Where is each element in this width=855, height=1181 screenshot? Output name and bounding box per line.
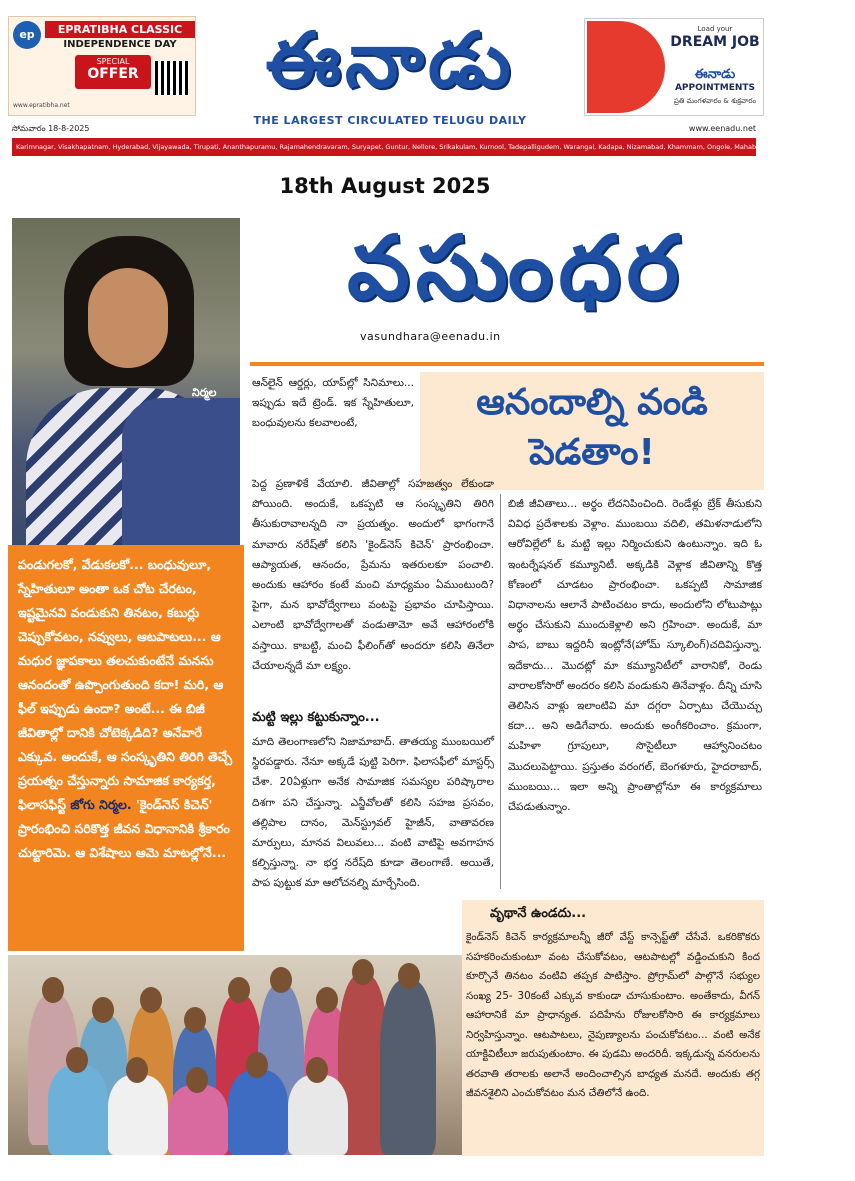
ad-line3: ఈనాడు xyxy=(694,67,736,82)
intro-box xyxy=(8,545,244,951)
epratibha-logo: ep xyxy=(13,21,41,49)
article-col1-bottom: మాది తెలంగాణలోని నిజామాబాద్. తాతయ్య ముంబయిలో స్థిరపడ్డారు. నేనూ అక్కడే పుట్టి పెరిగా. ఫిలాసఫీలో మాస్టర్స్ చేశా. 20ఏళ్లుగా అనేక సామాజిక సమస్యల పరిష్కారాల దిశగా పని చేస్తున్నా. ఎన్జీవోలతో కలిసి సహజ ప్రసవం, తల్లిపాల దానం, మెన్‌స్ట్రువల్ హైజీన్, వాతావరణ మార్పులు, మానవ విలువలు... వంటి వాటిపై అవగాహన కల్పిస్తున్నా. నా భర్త నరేష్‌ది కూడా తెలంగాణే. అయితే, పాప పుట్టుక మా ఆలోచనల్ని మార్చేసింది. xyxy=(252,736,494,890)
ladder-graphic-icon xyxy=(587,21,665,113)
subheading-zero-waste: వృథానే ఉండదు... xyxy=(490,906,587,921)
ad-line1: Load your xyxy=(697,25,733,33)
masthead xyxy=(205,10,575,127)
section-email[interactable]: vasundhara@eenadu.in xyxy=(360,330,501,343)
section-title: వసుంధర xyxy=(347,216,685,319)
photo-face xyxy=(88,268,168,368)
ad-line4: APPOINTMENTS xyxy=(674,83,756,93)
article-col1-body: పెద్ద ప్రణాళికే వేయాలి. జీవితాల్లో సహజత్వం లేకుండా పోయింది. అందుకే, ఒకప్పటి ఆ సంస్కృతిని తిరిగి తీసుకురావాలన్నది నా ప్రయత్నం. అందులో భాగంగానే మావారు నరేష్‌తో కలిసి 'కైండ్‌నెస్ కిచెన్' ప్రారంభించా. ఆప్యాయత, ఆనందం, ప్రేమను ఇతరులకూ పంచాలి. అందుకు ఆహారం కంటే మంచి మాధ్యమం ఏముంటుంది? పైగా, మన భావోద్వేగాలు వంటపై ప్రభావం చూపిస్తాయి. ఎలాంటి భావోద్వేగాలతో వండుతామో అవే ఆహారంలోకి వస్తాయి. కాబట్టి, మంచి ఫీలింగ్‌తో అందరూ కలిసి తినేలా చేయాలన్నదే మా లక్ష్యం. xyxy=(252,478,494,672)
article-col1-top: ఆన్‌లైన్ ఆర్డర్లు, యాప్‌ల్లో సినిమాలు... ఇప్పుడు ఇదే ట్రెండ్. ఇక స్నేహితులూ, బంధువులను కలవాలంటే, xyxy=(252,377,414,430)
group-photo xyxy=(8,955,462,1155)
eenadu-logo: ఈనాడు xyxy=(265,15,515,104)
ad-title: EPRATIBHA CLASSIC xyxy=(45,21,195,38)
ad-subtitle: INDEPENDENCE DAY xyxy=(63,39,177,50)
article-col2: బిజీ జీవితాలు... అర్థం లేదనిపించింది. రెండేళ్లు బ్రేక్ తీసుకుని వివిధ ప్రదేశాలకు వెళ్లాం. ముంబయి వదిలి, తమిళనాడులోని ఆరోవిల్లేలో ఓ మట్టి ఇల్లు నిర్మించుకుని ఉంటున్నాం. ఇది ఓ ఇంటర్నేషనల్ కమ్యూనిటీ. అక్కడికి వెళ్లాక జీవితాన్ని కొత్త కోణంలో చూడటం ప్రారంభించా. ఒకప్పటి సామాజిక విధానాలను ఆలానే పాటించటం కాదు, అందులోని లోటుపాట్లు అర్థం చేసుకుని ముందుకెళ్లాలి అని గ్రహించా. అందుకే, మా పాప, బాబు ఇద్దరినీ ఇంట్లోనే(హోమ్ స్కూలింగ్)చదివిస్తున్నా. ఇదేకాదు... మొదట్లో మా కమ్యూనిటీలో వారానికో, రెండు వారాలకోసారో అందరం కలిసి వండుకుని తినేవాళ్లం. దీన్ని చూసి తెలిసిన వాళ్లు ఇలాంటివి మా దగ్గరా ఏర్పాటు చేయొచ్చు కదా... అని అడిగేవారు. అందుకు అంగీకరించాం. క్రమంగా, మహిళా గ్రూపులూ, సొసైటీలూ ఆహ్వానించటం మొదలుపెట్టాయి. ప్రస్తుతం వరంగల్, బెంగళూరు, హైదరాబాద్, ముంబయి... ఇలా అన్ని ప్రాంతాల్లోనూ ఈ కార్యక్రమాలు చేపడుతున్నాం. xyxy=(508,498,762,814)
offer-small: SPECIAL xyxy=(96,57,130,66)
ad-appointments[interactable] xyxy=(584,18,764,116)
intro-end: 'కైండ్‌నెస్ కిచెన్' ప్రారంభించి సరికొత్త జీవన విధానానికి శ్రీకారం చుట్టారిమె. ఆ విశేషాలు ఆమె మాటల్లోనే... xyxy=(18,797,230,860)
publication-date: 18th August 2025 xyxy=(279,174,491,198)
orange-rule xyxy=(250,362,764,366)
site-url[interactable]: www.eenadu.net xyxy=(688,124,756,133)
masthead-tagline: THE LARGEST CIRCULATED TELUGU DAILY xyxy=(253,114,527,127)
ad-url: www.epratibha.net xyxy=(13,102,70,109)
photo-caption: నిర్మల xyxy=(192,386,217,399)
editions-bar: Karimnagar, Visakhapatnam, Hyderabad, Vijayawada, Tirupati, Ananthapuramu, Rajamahendravaram, Suryapet, Guntur, Nellore, Srikakulam, Kurnool, Tadepalligudem, Warangal, Kadapa, Nizamabad, Khammam, Ongole, Mahaboobnagar, Chennai, Bengaluru xyxy=(12,138,756,156)
intro-highlight: జోగు నిర్మల. xyxy=(70,797,132,812)
ad-line5: ప్రతి మంగళవారం & శుక్రవారం xyxy=(673,97,757,105)
ad-epratibha[interactable] xyxy=(8,16,196,116)
offer-big: OFFER xyxy=(87,66,139,82)
qr-code-icon xyxy=(155,61,189,95)
ad-line2: DREAM JOB xyxy=(670,34,760,50)
subheading-mud-house: మట్టి ఇల్లు కట్టుకున్నాం... xyxy=(252,710,380,725)
photo-saree xyxy=(122,398,240,558)
portrait-photo xyxy=(12,218,240,548)
dateline xyxy=(12,124,756,136)
dateline-date: సోమవారం 18-8-2025 xyxy=(12,124,90,133)
offer-badge xyxy=(75,55,151,89)
zero-waste-text: కైండ్‌నెస్ కిచెన్ కార్యక్రమాలన్నీ జీరో వేస్ట్ కాన్సెప్ట్‌తో చేసేవే. ఒకరికొకరు సహకరించుకుంటూ వంట చేసుకోవటం, ఆటపాటల్లో వడ్డించుకుని కింద కూర్చొనే తినటం వంటివి తప్పక పాటిస్తాం. ప్రోగ్రామ్‌లో పాల్గొనే సభ్యుల సంఖ్య 25- 30కంటే ఎక్కువ కాకుండా చూసుకుంటాం. అంతేకాదు, వీగన్ ఆహారానికే మా ప్రాధాన్యత. పదిహేను రోజులకోసారి ఈ కార్యక్రమాలు నిర్వహిస్తున్నాం. ఆటపాటలు, నైపుణ్యాలను పంచుకోవటం... వంటి అనేక యాక్టివిటీలూ జరుపుతుంటాం. ఈ పుడమి అందరిదీ. ఇక్కడున్న వనరులను తరవాతి తరాలకు అలానే అందించాల్సిన బాధ్యత మనదే. అందుకు తగ్గ జీవనశైలిని ఎంచుకోవటం మన చేతిలోనే ఉంది. xyxy=(466,931,760,1099)
headline: ఆనందాల్ని వండి పెడతాం! xyxy=(476,382,708,473)
intro-text: పండుగలకో, వేడుకలకో... బంధువులూ, స్నేహితులూ అంతా ఒక చోట చేరటం, ఇష్టమైనవి వండుకుని తినటం, కబుర్లు చెప్పుకోవటం, నవ్వులు, ఆటపాటలు... ఆ మధుర జ్ఞాపకాలు తలచుకుంటేనే మనసు ఆనందంతో ఉప్పొంగుతుంది కదా! మరి, ఆ ఫీల్ ఇప్పుడు ఉందా? అంటే... ఈ బిజీ జీవితాల్లో దానికి చోటెక్కడిది? అనేవారే ఎక్కువ. అందుకే, ఆ సంస్కృతిని తిరిగి తెచ్చే ప్రయత్నం చేస్తున్నారు సామాజిక కార్యకర్త, ఫిలాసఫిస్ట్ xyxy=(18,557,233,812)
column-divider xyxy=(500,494,501,889)
